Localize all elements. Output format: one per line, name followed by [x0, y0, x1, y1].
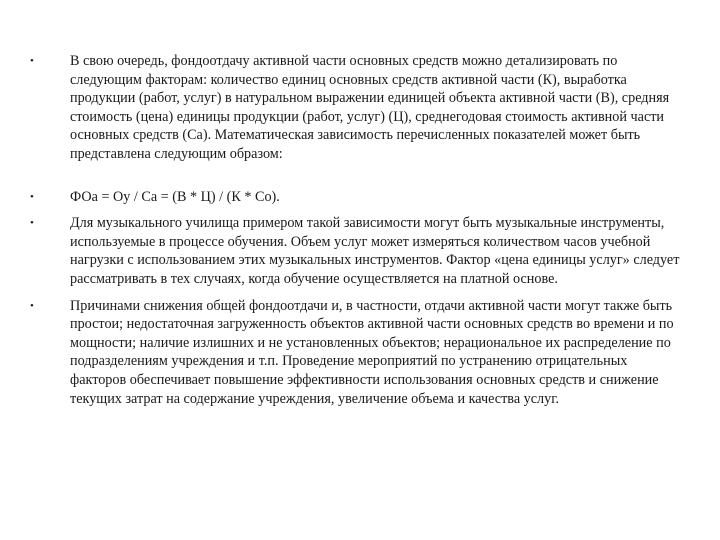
- paragraph-text: Для музыкального училища примером такой зависимости могут быть музыкальные инструменты, используемые в процессе обучения. Объем услуг может измеряться количеством часов учебной нагрузки с использованием этих музыкальных инструментов. Фактор «цена единицы услуг» следует рассматривать в тех случаях, когда обучение осуществляется на платной основе.: [70, 215, 680, 287]
- bullet-item-formula: [30, 188, 686, 207]
- bullet-icon: •: [30, 299, 34, 312]
- bullet-item-detalization: [30, 52, 686, 164]
- paragraph-text: Причинами снижения общей фондоотдачи и, в частности, отдачи активной части могут также быть простои; недостаточная загруженность объектов активной части основных средств во времени и по мощности; наличие излишних и не установленных объектов; нерациональное их распределение по подразделениям учреждения и т.п. Проведение мероприятий по устранению отрицательных факторов обеспечивает повышение эффективности использования основных средств и снижение текущих затрат на содержание учреждения, увеличение объема и качества услуг.: [70, 297, 674, 407]
- bullet-list: [30, 52, 686, 408]
- bullet-icon: •: [30, 190, 34, 203]
- bullet-icon: •: [30, 217, 34, 230]
- paragraph-text: В свою очередь, фондоотдачу активной части основных средств можно детализировать по следующим факторам: количество единиц основных средств активной части (К), выработка продукции (работ, услуг) в натуральном выражении единицей объекта активной части (В), средняя стоимость (цена) единицы продукции (работ, услуг) (Ц), среднегодовая стоимость активной части основных средств (Са). Математическая зависимость перечисленных показателей может быть представлена следующим образом:: [70, 53, 670, 162]
- formula-text: ФОа = Оу / Са = (В * Ц) / (К * Со).: [70, 188, 280, 205]
- bullet-item-reasons: [30, 297, 686, 409]
- bullet-icon: •: [30, 55, 34, 67]
- bullet-item-music-school: [30, 214, 686, 288]
